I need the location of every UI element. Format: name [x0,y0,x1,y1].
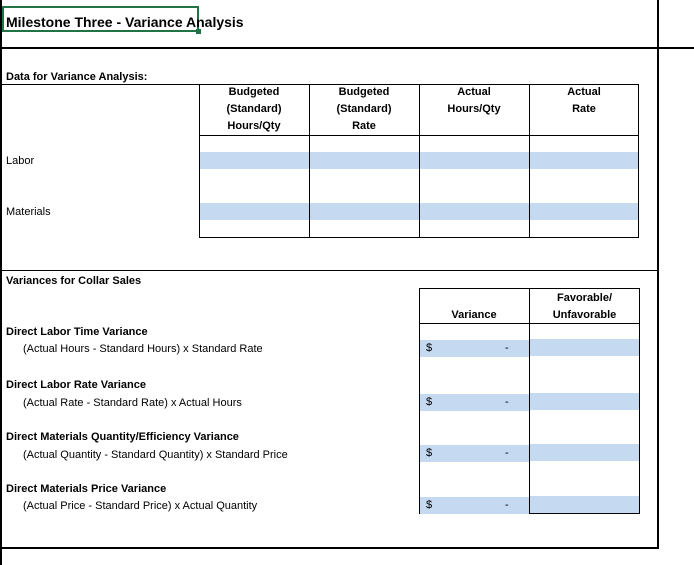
currency-symbol: $ [426,499,433,511]
variance-formula-materials-price[interactable]: (Actual Price - Standard Price) x Actual Quantity [23,500,258,512]
section-divider [0,270,659,271]
grid-vline [638,84,639,238]
variance-value-cell[interactable] [420,394,529,411]
variance-value: - [505,499,509,511]
variance-value-cell[interactable] [420,340,529,357]
grid-vline [529,288,530,514]
grid-hline [199,135,639,136]
variance-formula-labor-time[interactable]: (Actual Hours - Standard Hours) x Standard Rate [23,343,263,355]
grid-vline [419,84,420,238]
currency-symbol: $ [426,342,433,354]
variance-input-favorable[interactable] [529,444,640,461]
variance-value-cell[interactable] [420,445,529,462]
data-grid [199,84,639,238]
variance-title-materials-quantity[interactable]: Direct Materials Quantity/Efficiency Variance [6,431,239,443]
page-title[interactable]: Milestone Three - Variance Analysis [6,14,244,30]
grid-hline [419,288,640,289]
grid-vline [199,84,200,238]
grid-hline [199,237,639,238]
grid-vline [529,84,530,238]
variance-input-favorable[interactable] [529,393,640,410]
col-header-actual-hours[interactable]: Actual Hours/Qty [447,86,501,115]
variance-value: - [505,342,509,354]
variance-formula-materials-quantity[interactable]: (Actual Quantity - Standard Quantity) x Standard Price [23,449,288,461]
grid-vline [639,288,640,514]
col-header-budgeted-hours[interactable]: Budgeted (Standard) Hours/Qty [226,86,282,132]
variance-section-heading[interactable]: Variances for Collar Sales [6,275,142,287]
currency-symbol: $ [426,447,433,459]
variance-title-labor-rate[interactable]: Direct Labor Rate Variance [6,379,147,391]
row-label-labor[interactable]: Labor [6,155,35,167]
variance-value: - [505,396,509,408]
variance-title-labor-time[interactable]: Direct Labor Time Variance [6,326,148,338]
variance-input-favorable[interactable] [529,496,640,513]
grid-hline [419,323,640,324]
col-header-budgeted-rate[interactable]: Budgeted (Standard) Rate [336,86,392,132]
variance-formula-labor-rate[interactable]: (Actual Rate - Standard Rate) x Actual Hours [23,397,242,409]
col-header-favorable[interactable]: Favorable/ Unfavorable [552,292,617,321]
variance-title-materials-price[interactable]: Direct Materials Price Variance [6,483,167,495]
currency-symbol: $ [426,396,433,408]
variance-value: - [505,447,509,459]
variance-value-cell[interactable] [420,497,529,514]
col-header-variance[interactable]: Variance [451,309,497,321]
grid-vline [309,84,310,238]
row-label-materials[interactable]: Materials [6,206,51,218]
title-divider [0,47,694,49]
data-section-heading[interactable]: Data for Variance Analysis: [6,71,148,83]
variance-input-favorable[interactable] [529,339,640,356]
col-header-actual-rate[interactable]: Actual Rate [567,86,601,115]
sheet-right-border [657,0,659,549]
bottom-divider [0,547,659,549]
